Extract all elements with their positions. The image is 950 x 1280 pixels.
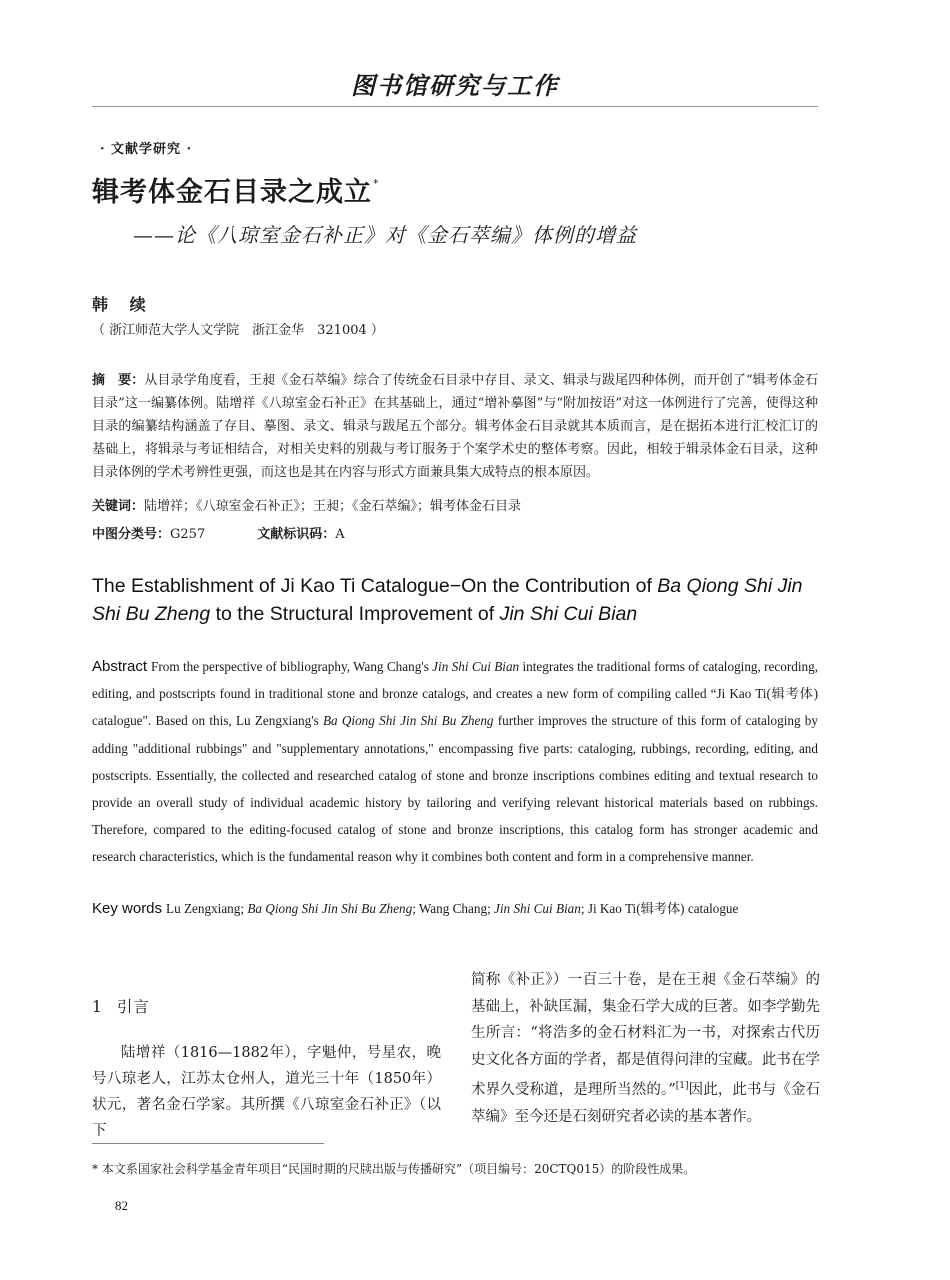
english-title-part2: to the Structural Improvement of — [210, 603, 500, 625]
english-title-part1: The Establishment of Ji Kao Ti Catalogue−On the Contribution of — [92, 575, 658, 597]
english-abstract-t1: From the perspective of bibliography, Wang Chang's — [151, 659, 433, 674]
body-right-text-2: 因此，此书与《金石萃编》至今还是石刻研究者必读的基本著作。 — [471, 1082, 820, 1125]
english-keywords-t1: Lu Zengxiang; — [166, 901, 248, 916]
article-subtitle: ——论《八琼室金石补正》对《金石萃编》体例的增益 — [133, 223, 637, 247]
header-divider — [92, 106, 818, 107]
english-abstract-i1: Jin Shi Cui Bian — [432, 659, 520, 674]
chinese-abstract-text: 从目录学角度看，王昶《金石萃编》综合了传统金石目录中存目、录文、辑录与跋尾四种体例，而开创了“辑考体金石目录”这一编纂体例。陆增祥《八琼室金石补正》在其基础上，通过“增补摹图”与“附加按语”对这一体例进行了完善，使得这种目录的编纂结构涵盖了存目、摹图、录文、辑录与跋尾五个部分。辑考体金石目录就其本质而言，是在据拓本进行汇校汇订的基础上，将辑录与考证相结合，对相关史料的别裁与考订服务于个案学术史的整体考察。因此，相较于辑录体金石目录，这种目录体例的学术考辨性更强，而这也是其在内容与形式方面兼具集大成特点的根本原因。 — [92, 373, 818, 480]
body-column-right — [471, 967, 820, 1130]
english-title-italic2: Jin Shi Cui Bian — [499, 603, 638, 625]
chinese-keywords-label: 关键词： — [92, 499, 145, 514]
journal-header: 图书馆研究与工作 — [351, 71, 559, 100]
footnote: * 本文系国家社会科学基金青年项目“民国时期的尺牍出版与传播研究”（项目编号：20CTQ015）的阶段性成果。 — [92, 1162, 696, 1176]
classification-line — [92, 523, 345, 542]
english-abstract-i2: Ba Qiong Shi Jin Shi Bu Zheng — [323, 713, 494, 729]
english-keywords-t2: ; Wang Chang; — [412, 901, 495, 916]
body-paragraph-right — [471, 967, 820, 1130]
english-abstract-t3: further improves the structure of this form of cataloging by adding "additional rubbings" and "supplementary annotations," encompassing five parts: cataloging, rubbings, recording, editing, and postscripts. Essentially, the collected and researched catalog of stone and bronze inscriptions combines editing and textual research to provide an overall study of individual academic history by tailoring and verifying relevant historical materials based on rubbings. Therefore, compared to the editing-focused catalog of stone and bronze inscriptions, this catalog form has stronger academic and research characteristics, which is the fundamental reason why it combines both content and form in a comprehensive manner. — [92, 713, 818, 865]
citation-mark: [1] — [675, 1081, 689, 1091]
footnote-divider — [92, 1143, 324, 1144]
title-text: 辑考体金石目录之成立 — [92, 177, 372, 208]
doc-code-value: A — [335, 527, 345, 542]
author-name: 韩 续 — [92, 295, 154, 314]
english-abstract — [92, 653, 818, 871]
doc-code-label: 文献标识码： — [257, 527, 336, 542]
author-affiliation: （ 浙江师范大学人文学院 浙江金华 321004 ） — [92, 323, 384, 338]
english-keywords-i1: Ba Qiong Shi Jin Shi Bu Zheng — [247, 901, 413, 916]
english-title-italic1: Ba Qiong Shi Jin Shi Bu Zheng — [92, 575, 803, 625]
section-heading — [92, 995, 150, 1017]
section-tag: · 文献学研究 · — [100, 142, 193, 157]
english-keywords-t3: ; Ji Kao Ti(辑考体) catalogue — [580, 901, 739, 916]
body-paragraph-left: 陆增祥（1816—1882年），字魁仲，号星农，晚号八琼老人，江苏太仓州人，道光三十年（1850年）状元，著名金石学家。其所撰《八琼室金石补正》（以下 — [92, 1045, 441, 1139]
english-keywords-label: Key words — [92, 900, 163, 917]
body-column-left — [92, 1040, 441, 1144]
chinese-keywords — [92, 495, 521, 514]
english-abstract-t2: integrates the traditional forms of cataloging, recording, editing, and postscripts found in traditional stone and bronze catalogs, and creates a new form of compiling called “Ji Kao Ti(辑考体) catalogue". Based on this, Lu Zengxiang's — [92, 659, 818, 729]
chinese-abstract-label: 摘 要： — [92, 373, 145, 388]
title-footnote-mark: * — [373, 177, 380, 190]
page-number: 82 — [115, 1198, 128, 1213]
body-right-text-1: 简称《补正》）一百三十卷，是在王昶《金石萃编》的基础上，补缺匡漏，集金石学大成的巨著。如李学勤先生所言：“将浩多的金石材料汇为一书，对探索古代历史文化各方面的学者，都是值得问津的宝藏。此书在学术界久受称道，是理所当然的。” — [471, 972, 820, 1098]
clc-value: G257 — [170, 527, 206, 542]
chinese-abstract — [92, 369, 818, 484]
english-keywords-i2: Jin Shi Cui Bian — [494, 901, 581, 916]
article-title — [92, 170, 380, 209]
section-number: 1 — [92, 998, 103, 1016]
english-abstract-label: Abstract — [92, 658, 148, 675]
english-keywords — [92, 898, 822, 917]
clc-label: 中图分类号： — [92, 527, 171, 542]
english-title — [92, 572, 822, 628]
chinese-keywords-text: 陆增祥；《八琼室金石补正》；王昶；《金石萃编》；辑考体金石目录 — [144, 499, 522, 514]
section-title: 引言 — [116, 998, 150, 1016]
